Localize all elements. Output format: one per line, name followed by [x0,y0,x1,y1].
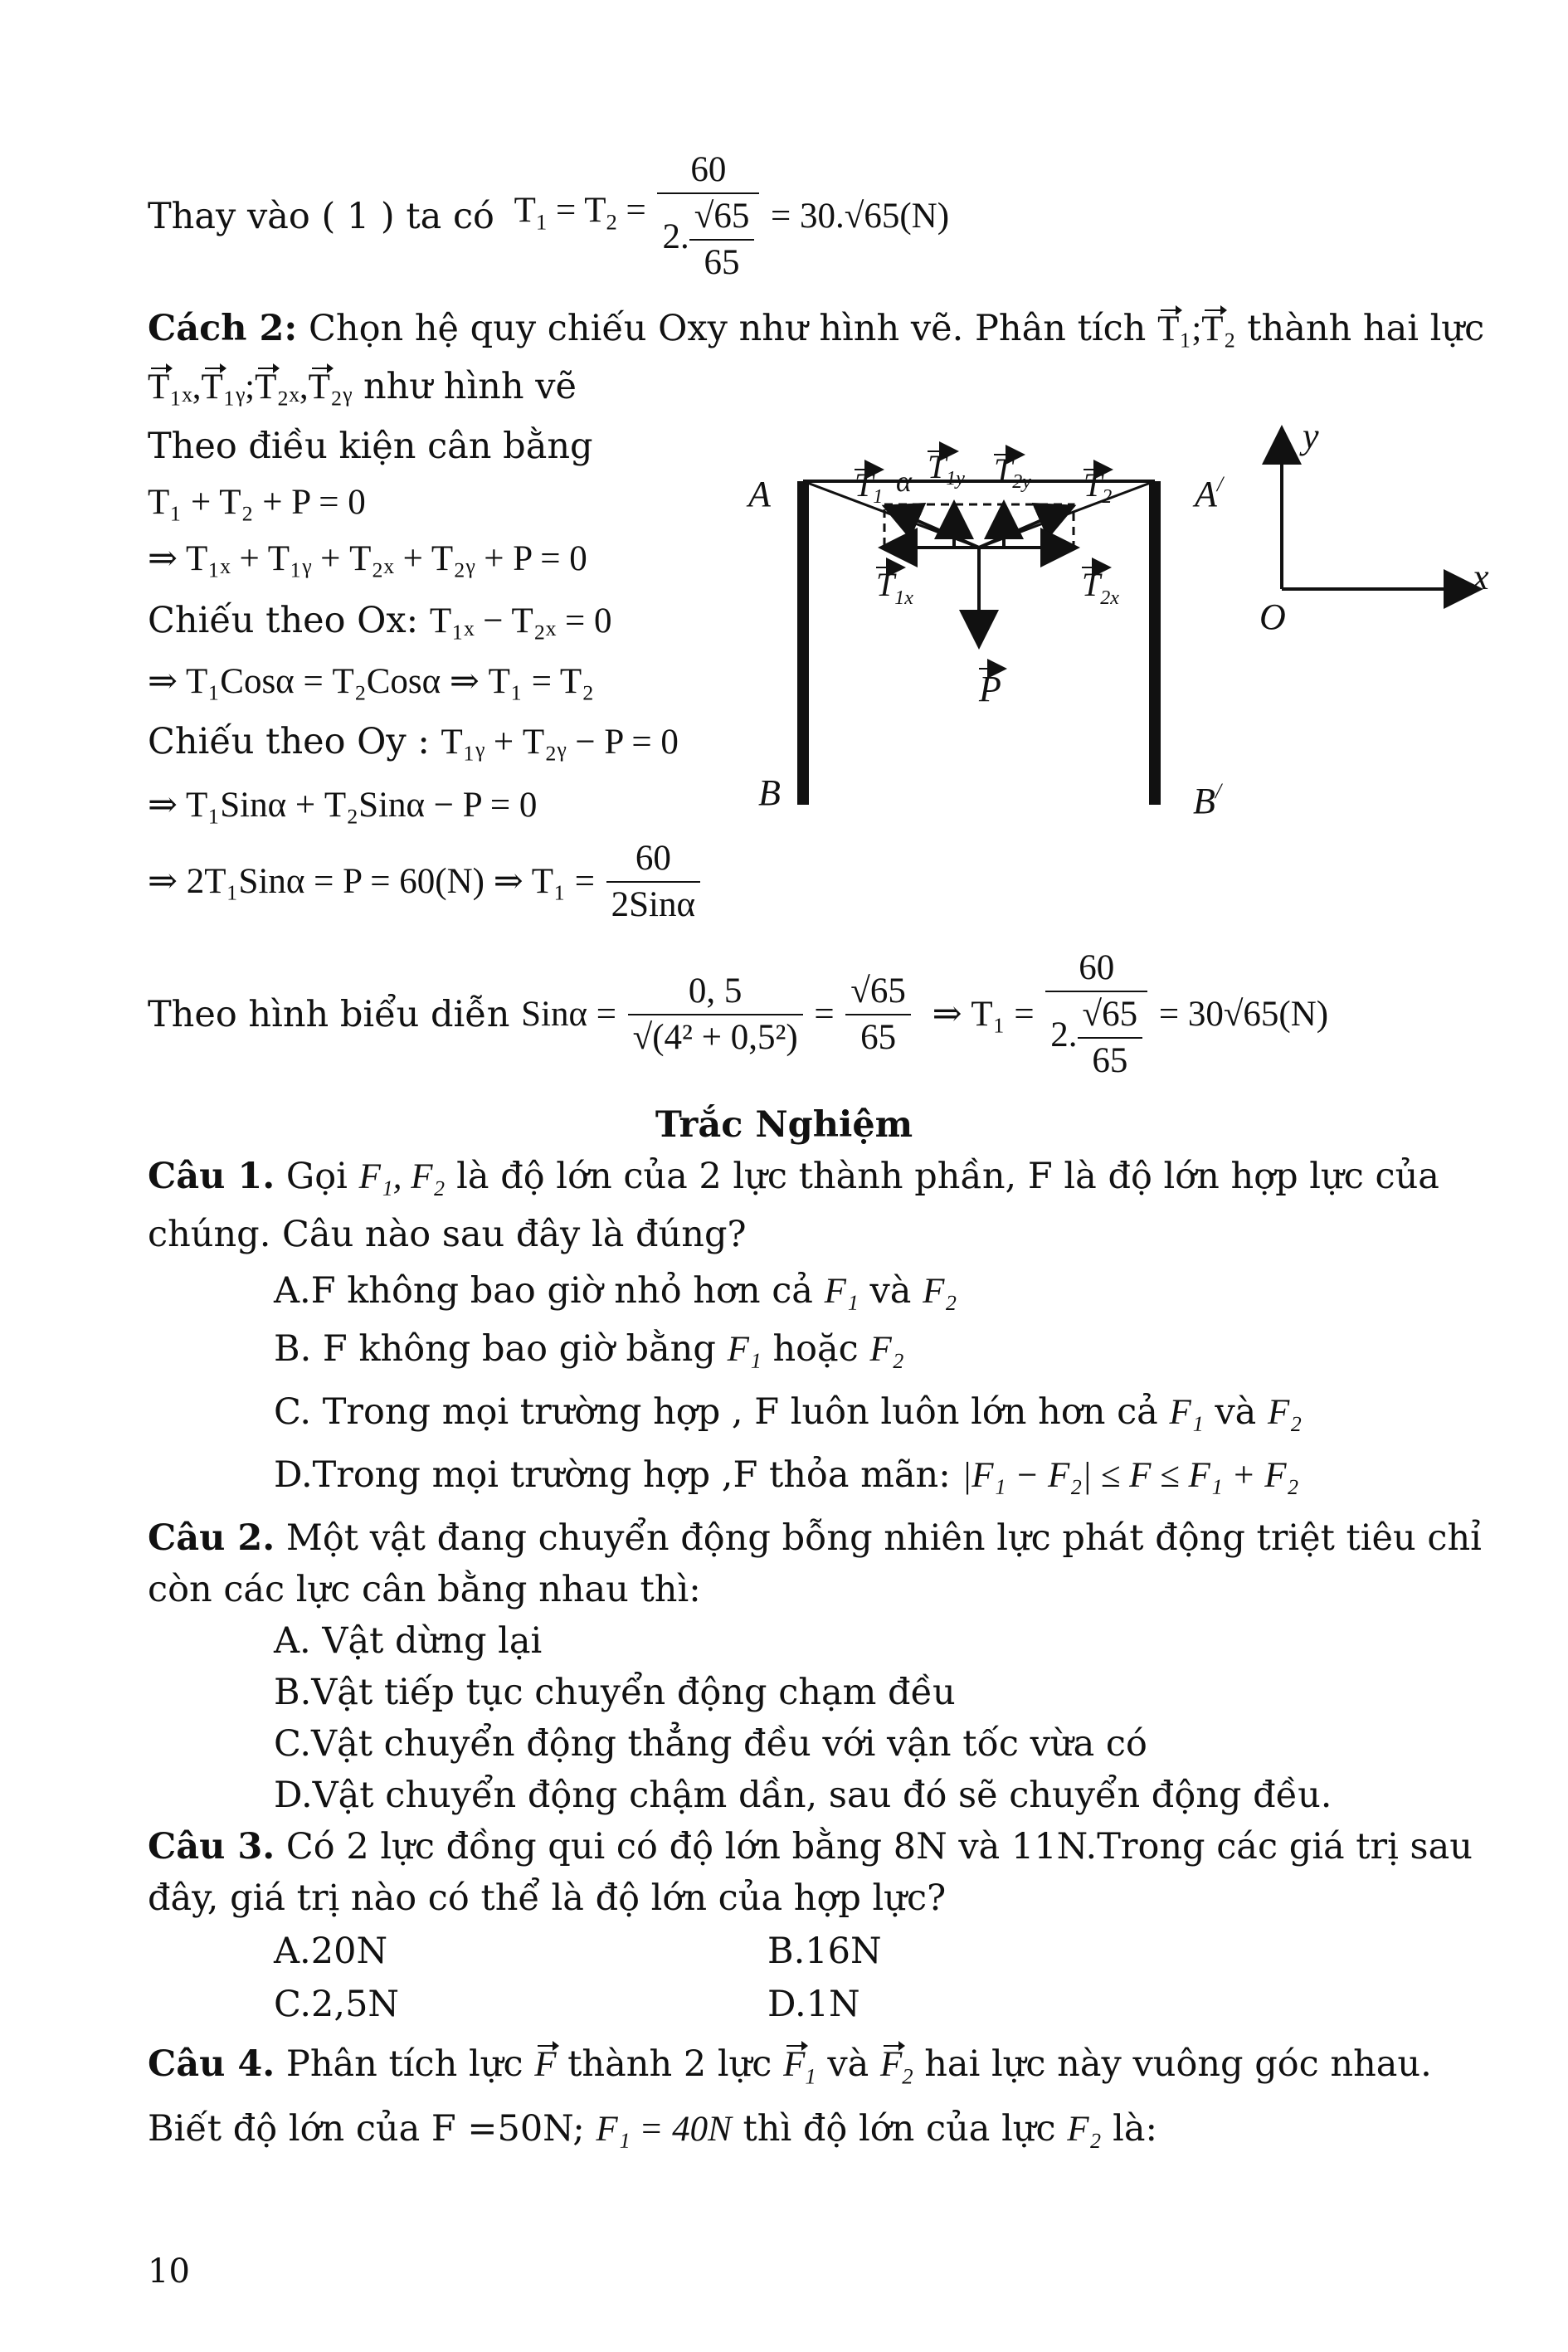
cach2-line1 [148,307,1484,351]
fraction-60-over-2sqrt65: 60 2. $\frac{√65}{65}$ [657,149,759,284]
trac-nghiem-title: Trắc Nghiệm [655,1104,913,1146]
deriv-l1: Theo điều kiện cân bằng [148,426,593,467]
cach2-text1: Chọn hệ quy chiếu Oxy như hình vẽ. Phân tích [308,308,1147,349]
cach2-line2-text: như hình vẽ [363,366,577,407]
deriv-l7: ⇒ T₁Sinα + T₂Sinα − P = 0 [148,786,538,825]
deriv-l4: Chiếu theo Ox: T₁ₓ − T₂ₓ = 0 [148,600,612,641]
label-B-prime: B/ [1193,779,1222,821]
q3-option-b[interactable]: B.16N [767,1931,882,1972]
q2-line2: còn các lực cân bằng nhau thì: [148,1569,701,1610]
deriv-l6: Chiếu theo Oy : T₁ᵧ + T₂ᵧ − P = 0 [148,721,679,762]
cach2-text2: thành hai lực [1247,308,1485,349]
dashed-box [884,504,1074,548]
q1-option-d[interactable]: D.Trong mọi trường hợp ,F thỏa mãn: |F₁ − F₂| ≤ F ≤ F₁ + F₂ [274,1454,1299,1496]
q3-option-a[interactable]: A.20N [274,1931,388,1972]
label-t2y: $T_{2y}$ [994,451,1031,493]
label-t2x: $T_{2x}$ [1082,566,1119,609]
fraction-t1-final: 60 2. $\frac{√65}{65}$ [1045,947,1147,1082]
label-y: y [1303,416,1319,456]
arrow-t2 [979,508,1070,548]
page-number: 10 [148,2252,190,2291]
q3-option-c[interactable]: C.2,5N [274,1984,400,2025]
label-t2: $T_2$ [1083,466,1113,508]
deriv-l5: ⇒ T₁Cosα = T₂Cosα ⇒ T₁ = T₂ [148,662,595,701]
q3-option-d[interactable]: D.1N [767,1984,860,2025]
label-p: P [979,669,1001,709]
q4-line1: Câu 4. Phân tích lực F thành 2 lực $F_1$ và $F_2$ hai lực này vuông góc nhau. [148,2043,1432,2089]
label-x: x [1473,557,1489,597]
q3-line2: đây, giá trị nào có thể là độ lớn của hợp lực? [148,1877,947,1919]
fraction-60-over-2sina: $\frac{60}{\text{2Sinα}}$ [606,838,700,926]
label-t1: $T_1$ [855,466,884,508]
deriv-l2: T₁ + T₂ + P = 0 [148,483,366,522]
label-o: O [1259,597,1286,637]
q2-option-b[interactable]: B.Vật tiếp tục chuyển động chạm đều [274,1672,956,1713]
thay-vao-line [148,149,949,290]
q3-line1: Câu 3. Có 2 lực đồng qui có độ lớn bằng 8N và 11N.Trong các giá trị sau [148,1826,1473,1867]
label-alpha: α [896,465,912,498]
cach2-label: Cách 2: [148,308,298,349]
deriv-l3: ⇒ T₁ₓ + T₁ᵧ + T₂ₓ + T₂ᵧ + P = 0 [148,539,587,578]
thay-vao-text: Thay vào ( 1 ) ta có [148,196,494,237]
q1-line2: chúng. Câu nào sau đây là đúng? [148,1214,747,1255]
component-vectors: T₁ₓ,T₁ᵧ;T₂ₓ,T₂ᵧ [148,368,352,407]
t1-eq-t2: $T_1 = T_2$ = [514,191,646,235]
deriv-l9: Theo hình biểu diễn Sinα = $\frac{0, 5}{\text{√(4² + 0,5²)}}$ = $\frac{√65}{65}$ ⇒ T₁ = 60 2. $\frac{√65}{65}$ = 30√65(N) [148,948,1329,1080]
label-t1x: $T_{1x}$ [876,566,913,609]
label-B: B [758,772,781,813]
q4-line2: Biết độ lớn của F =50N; F₁ = 40N thì độ lớn của lực F₂ là: [148,2108,1158,2150]
fraction-sina: $\frac{0, 5}{\text{√(4² + 0,5²)}}$ [628,971,803,1059]
label-t1y: $T_{1y}$ [928,448,965,489]
result-30sqrt65: = 30.√65(N) [771,197,950,236]
arrow-t1 [888,508,979,548]
q2-line1: Câu 2. Một vật đang chuyển động bỗng nhiên lực phát động triệt tiêu chỉ [148,1517,1482,1559]
q2-option-c[interactable]: C.Vật chuyển động thẳng đều với vận tốc vừa có [274,1723,1147,1765]
q1-line1: Câu 1. Gọi F₁, F₂ là độ lớn của 2 lực thành phần, F là độ lớn hợp lực của [148,1156,1439,1197]
q1-option-a[interactable]: A.F không bao giờ nhỏ hơn cả F₁ và F₂ [274,1270,957,1312]
force-diagram [730,415,1510,846]
label-A: A [748,474,771,514]
q2-option-a[interactable]: A. Vật dừng lại [274,1620,543,1662]
q2-option-d[interactable]: D.Vật chuyển động chậm dần, sau đó sẽ chuyển động đều. [274,1775,1332,1816]
label-A-prime: A/ [1195,472,1224,514]
q1-option-c[interactable]: C. Trong mọi trường hợp , F luôn luôn lớn hơn cả F₁ và F₂ [274,1391,1303,1433]
cach2-line2 [148,365,577,409]
deriv-l8: ⇒ 2T₁Sinα = P = 60(N) ⇒ T₁ = $\frac{60}{\text{2Sinα}}$ [148,838,700,946]
t1-t2-vectors: T₁;T₂ [1157,309,1236,348]
q1-option-b[interactable]: B. F không bao giờ bằng F₁ hoặc F₂ [274,1328,904,1370]
fraction-sqrt65-over-65: $\frac{√65}{65}$ [845,971,911,1059]
